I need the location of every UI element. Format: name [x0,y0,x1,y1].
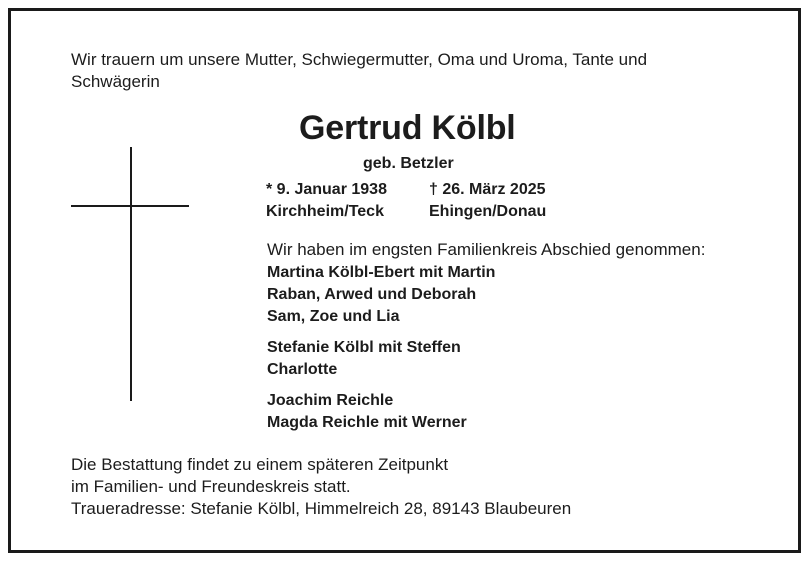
mourner-group-3 [267,390,467,434]
deceased-name: Gertrud Kölbl [299,109,516,147]
mourner-line: Charlotte [267,361,338,378]
intro-line-1: Wir trauern um unsere Mutter, Schwiegermutter, Oma und Uroma, Tante und [71,50,648,69]
closing-text [71,454,571,520]
maiden-name: geb. Betzler [363,155,454,172]
birth-place: Kirchheim/Teck [266,203,384,220]
mourner-line: Raban, Arwed und Deborah [267,286,477,303]
farewell-text: Wir haben im engsten Familienkreis Abschied genommen: [267,240,706,259]
death-date: † 26. März 2025 [429,181,546,198]
intro-text [71,49,647,93]
mourner-line: Joachim Reichle [267,392,394,409]
mourner-group-2 [267,337,461,381]
cross-vertical-bar [130,147,132,401]
mourner-group-1 [267,262,495,328]
birth-date: * 9. Januar 1938 [266,181,387,198]
intro-line-2: Schwägerin [71,72,160,91]
mourning-address: Traueradresse: Stefanie Kölbl, Himmelreich 28, 89143 Blaubeuren [71,499,572,518]
mourner-line: Magda Reichle mit Werner [267,414,467,431]
birth-info [266,179,387,223]
closing-line-1: Die Bestattung findet zu einem späteren Zeitpunkt [71,455,449,474]
closing-line-2: im Familien- und Freundeskreis statt. [71,477,351,496]
mourner-line: Sam, Zoe und Lia [267,308,400,325]
death-place: Ehingen/Donau [429,203,547,220]
mourner-line: Stefanie Kölbl mit Steffen [267,339,461,356]
mourner-line: Martina Kölbl-Ebert mit Martin [267,264,496,281]
obituary-notice [8,8,801,553]
death-info [429,179,546,223]
cross-horizontal-bar [71,205,189,207]
